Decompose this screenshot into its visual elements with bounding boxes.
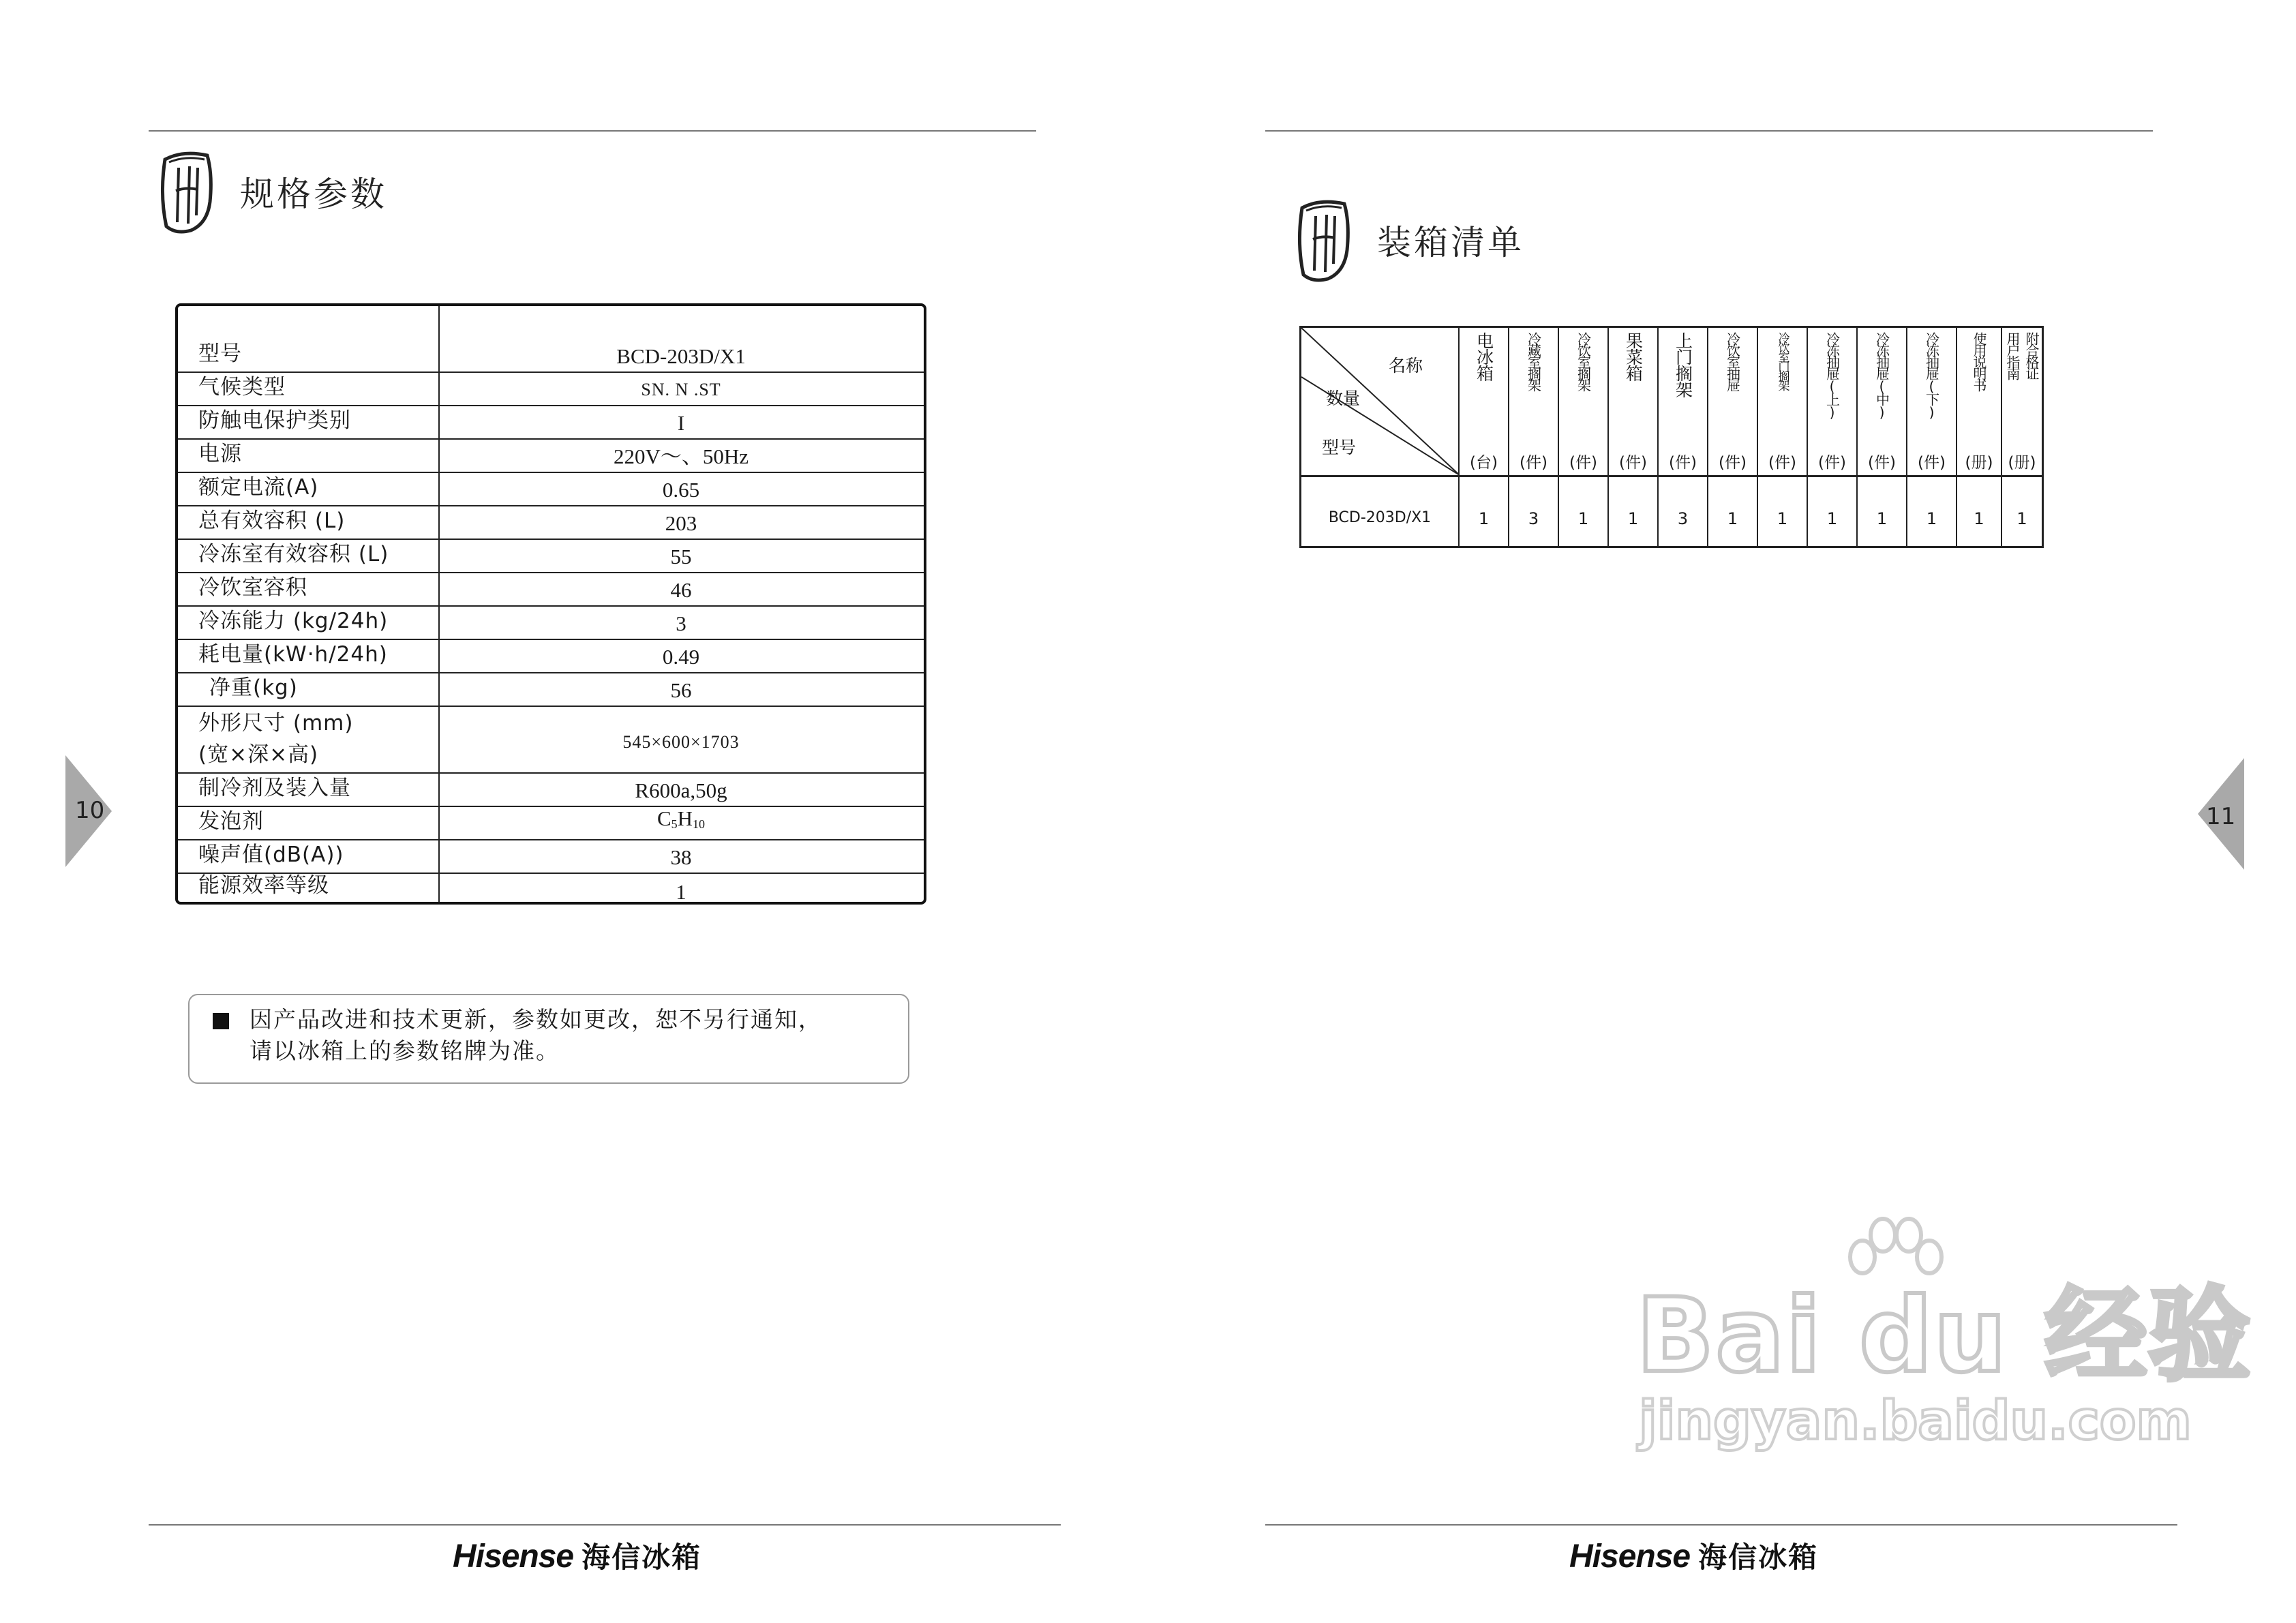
diag-label-name: 名称 [1389, 356, 1423, 376]
spec-label: 型号 [198, 342, 242, 366]
col-name: 使用说明书 [1971, 332, 1987, 390]
watermark-logo: Bai du 经验 [1636, 1277, 2252, 1395]
col-unit: (件) [1669, 454, 1697, 472]
quantity-cell: 3 [1677, 509, 1689, 528]
col-header [1907, 332, 1956, 472]
page-number-right: 11 [2206, 803, 2236, 830]
brand-cn: 海信冰箱 [581, 1541, 702, 1574]
col-name: 电冰箱 [1474, 332, 1494, 381]
col-header [1758, 332, 1807, 472]
col-unit: (件) [1868, 454, 1896, 472]
quantity-cell: 1 [1974, 509, 1984, 528]
spec-row [178, 440, 924, 473]
col-unit: (件) [1719, 454, 1747, 472]
quantity-cell: 3 [1528, 509, 1539, 528]
col-name-secondary: 附合格证 [2023, 332, 2040, 378]
spec-value: 3 [676, 611, 686, 635]
spec-row [178, 406, 924, 440]
spec-row [178, 807, 924, 840]
spec-heading [155, 147, 387, 236]
spec-label: 噪声值(dB(A)) [198, 843, 344, 867]
col-unit: (册) [2008, 454, 2036, 472]
spec-value: 203 [665, 511, 697, 535]
col-unit: (件) [1619, 454, 1647, 472]
packing-table [1299, 326, 2044, 548]
spec-row [178, 473, 924, 506]
spec-value: 55 [670, 545, 692, 568]
spec-value: 46 [670, 578, 692, 602]
col-name: 上门搁架 [1673, 332, 1693, 397]
spec-label: 净重(kg) [209, 676, 298, 700]
col-header [1708, 332, 1757, 472]
col-header [1609, 332, 1657, 472]
quantity-cell: 1 [1478, 509, 1490, 528]
brand-latin: Hisense [453, 1538, 574, 1575]
spec-value: 0.49 [662, 645, 700, 669]
spec-label: 能源效率等级 [198, 873, 329, 898]
col-unit: (台) [1470, 454, 1498, 472]
spec-row [178, 707, 924, 774]
spec-label: 耗电量(kW·h/24h) [198, 642, 388, 667]
top-rule-left [149, 130, 1036, 132]
spec-row [178, 874, 924, 905]
quantity-cell: 1 [1777, 509, 1788, 528]
formula-sub-10: 10 [693, 817, 706, 831]
brand-cn: 海信冰箱 [1698, 1541, 1819, 1574]
spec-row [178, 640, 924, 673]
spec-value: 56 [670, 678, 692, 702]
notice-line-1: 因产品改进和技术更新，参数如更改，恕不另行通知， [250, 1006, 822, 1033]
header-separator [1301, 475, 2042, 477]
col-name: 冷饮室搁架 [1575, 332, 1592, 390]
col-unit: (件) [1818, 454, 1846, 472]
spec-value-formula [438, 802, 924, 840]
col-header [1509, 332, 1558, 472]
spec-label: 电源 [198, 442, 242, 466]
col-header [1957, 332, 2001, 472]
top-rule-right [1265, 130, 2153, 132]
spec-label: 外形尺寸 (mm) [198, 711, 354, 735]
spec-label: 总有效容积 (L) [198, 509, 346, 533]
quantity-cell: 1 [1727, 509, 1738, 528]
packing-heading-title: 装箱清单 [1377, 223, 1524, 262]
formula-sub-5: 5 [671, 817, 678, 831]
notice-box [188, 994, 909, 1084]
col-name: 冷冻抽屉(下) [1923, 332, 1940, 419]
bottom-rule-left [149, 1524, 1061, 1526]
col-name: 冷饮室门搁架 [1775, 332, 1789, 389]
brand-footer-right [1569, 1535, 1818, 1576]
col-header [1460, 332, 1508, 472]
spec-value: SN. N .ST [641, 380, 721, 399]
col-header [1808, 332, 1856, 472]
page-number-left: 10 [75, 797, 105, 824]
fridge-logo-icon [1293, 194, 1354, 286]
formula-c: C [656, 806, 671, 830]
spec-label: 防触电保护类别 [198, 408, 351, 433]
spec-value: 545×600×1703 [622, 732, 740, 752]
spec-value: 1 [676, 880, 686, 904]
watermark-url: jingyan.baidu.com [1639, 1391, 2192, 1452]
col-unit: (件) [1768, 454, 1796, 472]
baidu-watermark [1636, 1277, 2252, 1452]
spec-row [178, 673, 924, 707]
spec-row [178, 506, 924, 540]
col-name: 冷冻抽屉(中) [1873, 332, 1890, 419]
col-name: 冷藏室搁架 [1525, 332, 1542, 390]
spec-label: 制冷剂及装入量 [198, 776, 351, 800]
col-header [1659, 332, 1707, 472]
quantity-cell: 1 [2016, 509, 2027, 528]
col-unit: (件) [1520, 454, 1547, 472]
quantity-cell: 1 [1826, 509, 1838, 528]
formula-h: H [677, 806, 693, 830]
model-cell: BCD-203D/X1 [1328, 509, 1432, 526]
spec-row [178, 607, 924, 640]
col-name: 用户指南 [2004, 332, 2021, 378]
spec-value: 0.65 [662, 478, 700, 502]
col-name: 果菜箱 [1623, 332, 1644, 381]
quantity-cell: 1 [1627, 509, 1639, 528]
quantity-cell: 1 [1926, 509, 1937, 528]
spec-label: 发泡剂 [198, 809, 264, 834]
notice-line-2: 请以冰箱上的参数铭牌为准。 [250, 1037, 560, 1064]
spec-row [178, 373, 924, 406]
col-header [1858, 332, 1906, 472]
brand-latin: Hisense [1569, 1538, 1691, 1575]
brand-footer-left [453, 1535, 701, 1576]
spec-row [178, 573, 924, 607]
col-name: 冷冻抽屉(上) [1824, 332, 1841, 419]
col-unit: (件) [1918, 454, 1946, 472]
spec-label: 额定电流(A) [198, 475, 319, 500]
spec-value: 38 [670, 845, 692, 869]
spec-label: 气候类型 [198, 375, 286, 399]
quantity-cell: 1 [1876, 509, 1888, 528]
diag-label-model: 型号 [1322, 438, 1357, 457]
quantity-cell: 1 [1577, 509, 1589, 528]
spec-label: 冷饮室容积 [198, 575, 307, 600]
col-header [2002, 332, 2042, 472]
col-unit: (册) [1965, 454, 1993, 472]
spec-value: 220V～、50Hz [613, 444, 749, 468]
fridge-logo-icon [155, 147, 217, 236]
spec-heading-title: 规格参数 [240, 175, 387, 214]
bottom-rule-right [1265, 1524, 2177, 1526]
spec-row [178, 306, 924, 373]
spec-table [175, 303, 926, 905]
col-name: 冷饮室抽屉 [1724, 332, 1741, 390]
spec-value: I [677, 411, 685, 435]
square-bullet-icon [213, 1013, 229, 1029]
diag-label-quantity: 数量 [1326, 389, 1361, 408]
col-unit: (件) [1569, 454, 1597, 472]
spec-value: R600a,50g [635, 778, 727, 802]
spec-label: 冷冻室有效容积 (L) [198, 542, 389, 566]
spec-label: 冷冻能力 (kg/24h) [198, 609, 389, 633]
spec-row [178, 540, 924, 573]
paw-icon [1841, 1216, 1950, 1318]
spec-value: BCD-203D/X1 [616, 344, 746, 368]
col-header [1559, 332, 1607, 472]
packing-heading [1293, 194, 1524, 286]
spec-label-secondary: (宽×深×高) [198, 742, 319, 767]
